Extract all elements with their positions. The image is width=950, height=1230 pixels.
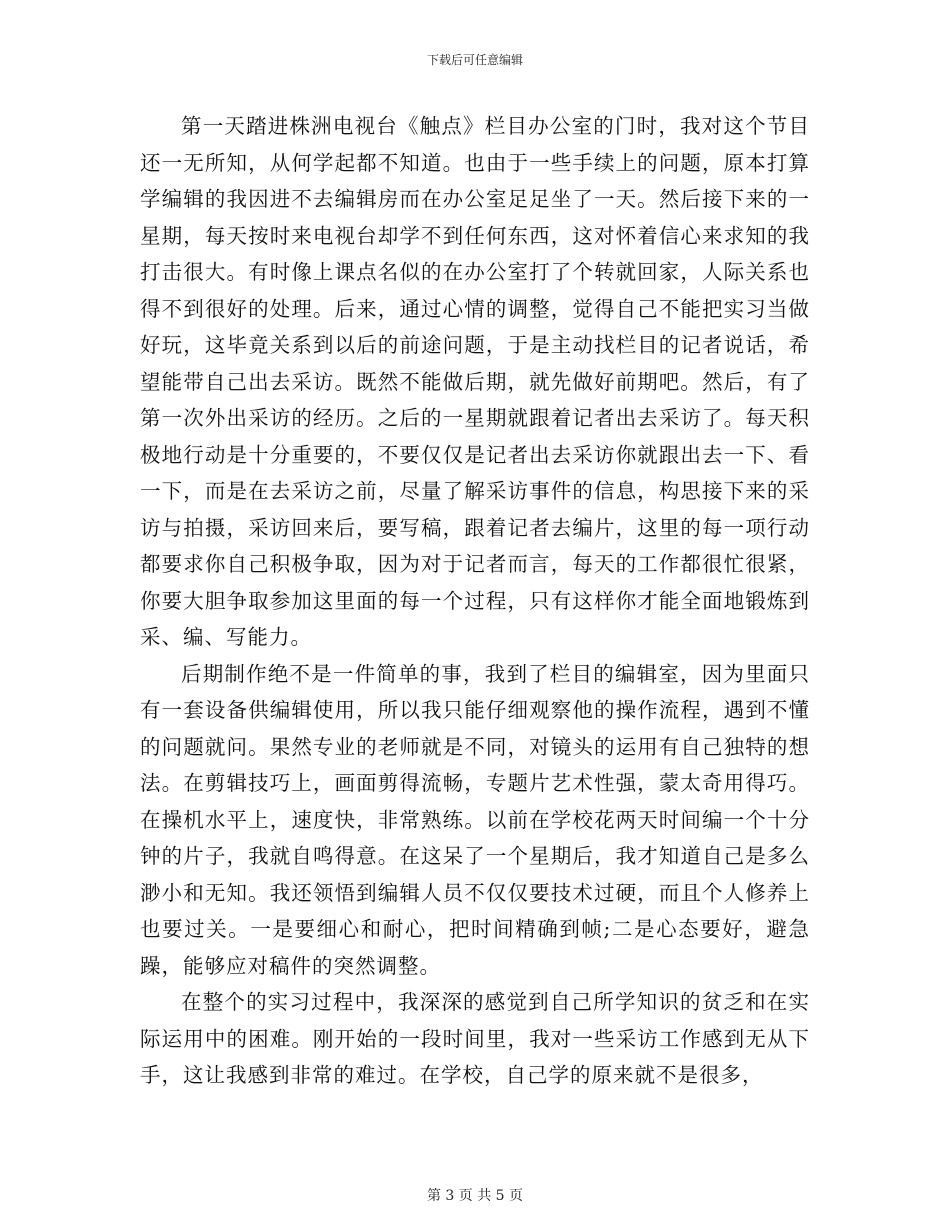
document-body — [140, 108, 810, 1094]
paragraph-1: 第一天踏进株洲电视台《触点》栏目办公室的门时，我对这个节目还一无所知，从何学起都不知道。也由于一些手续上的问题，原本打算学编辑的我因进不去编辑房而在办公室足足坐了一天。然后接下来的一星期，每天按时来电视台却学不到任何东西，这对怀着信心来求知的我打击很大。有时像上课点名似的在办公室打了个转就回家，人际关系也得不到很好的处理。后来，通过心情的调整，觉得自己不能把实习当做好玩，这毕竟关系到以后的前途问题，于是主动找栏目的记者说话，希望能带自己出去采访。既然不能做后期，就先做好前期吧。然后，有了第一次外出采访的经历。之后的一星期就跟着记者出去采访了。每天积极地行动是十分重要的，不要仅仅是记者出去采访你就跟出去一下、看一下，而是在去采访之前，尽量了解采访事件的信息，构思接下来的采访与拍摄，采访回来后，要写稿，跟着记者去编片，这里的每一项行动都要求你自己积极争取，因为对于记者而言，每天的工作都很忙很紧，你要大胆争取参加这里面的每一个过程，只有这样你才能全面地锻炼到采、编、写能力。 — [140, 114, 810, 649]
paragraph-3: 在整个的实习过程中，我深深的感觉到自己所学知识的贫乏和在实际运用中的困难。刚开始的一段时间里，我对一些采访工作感到无从下手，这让我感到非常的难过。在学校，自己学的原来就不是很多， — [140, 990, 810, 1087]
page-footer: 第 3 页 共 5 页 — [426, 1188, 524, 1204]
paragraph-2: 后期制作绝不是一件简单的事，我到了栏目的编辑室，因为里面只有一套设备供编辑使用，所以我只能仔细观察他的操作流程，遇到不懂的问题就问。果然专业的老师就是不同，对镜头的运用有自己独特的想法。在剪辑技巧上，画面剪得流畅，专题片艺术性强，蒙太奇用得巧。在操机水平上，速度快，非常熟练。以前在学校花两天时间编一个十分钟的片子，我就自鸣得意。在这呆了一个星期后，我才知道自己是多么渺小和无知。我还领悟到编辑人员不仅仅要技术过硬，而且个人修养上也要过关。一是要细心和耐心，把时间精确到帧;二是心态要好，避急躁，能够应对稿件的突然调整。 — [140, 661, 810, 978]
page-header: 下载后可任意编辑 — [426, 53, 523, 67]
